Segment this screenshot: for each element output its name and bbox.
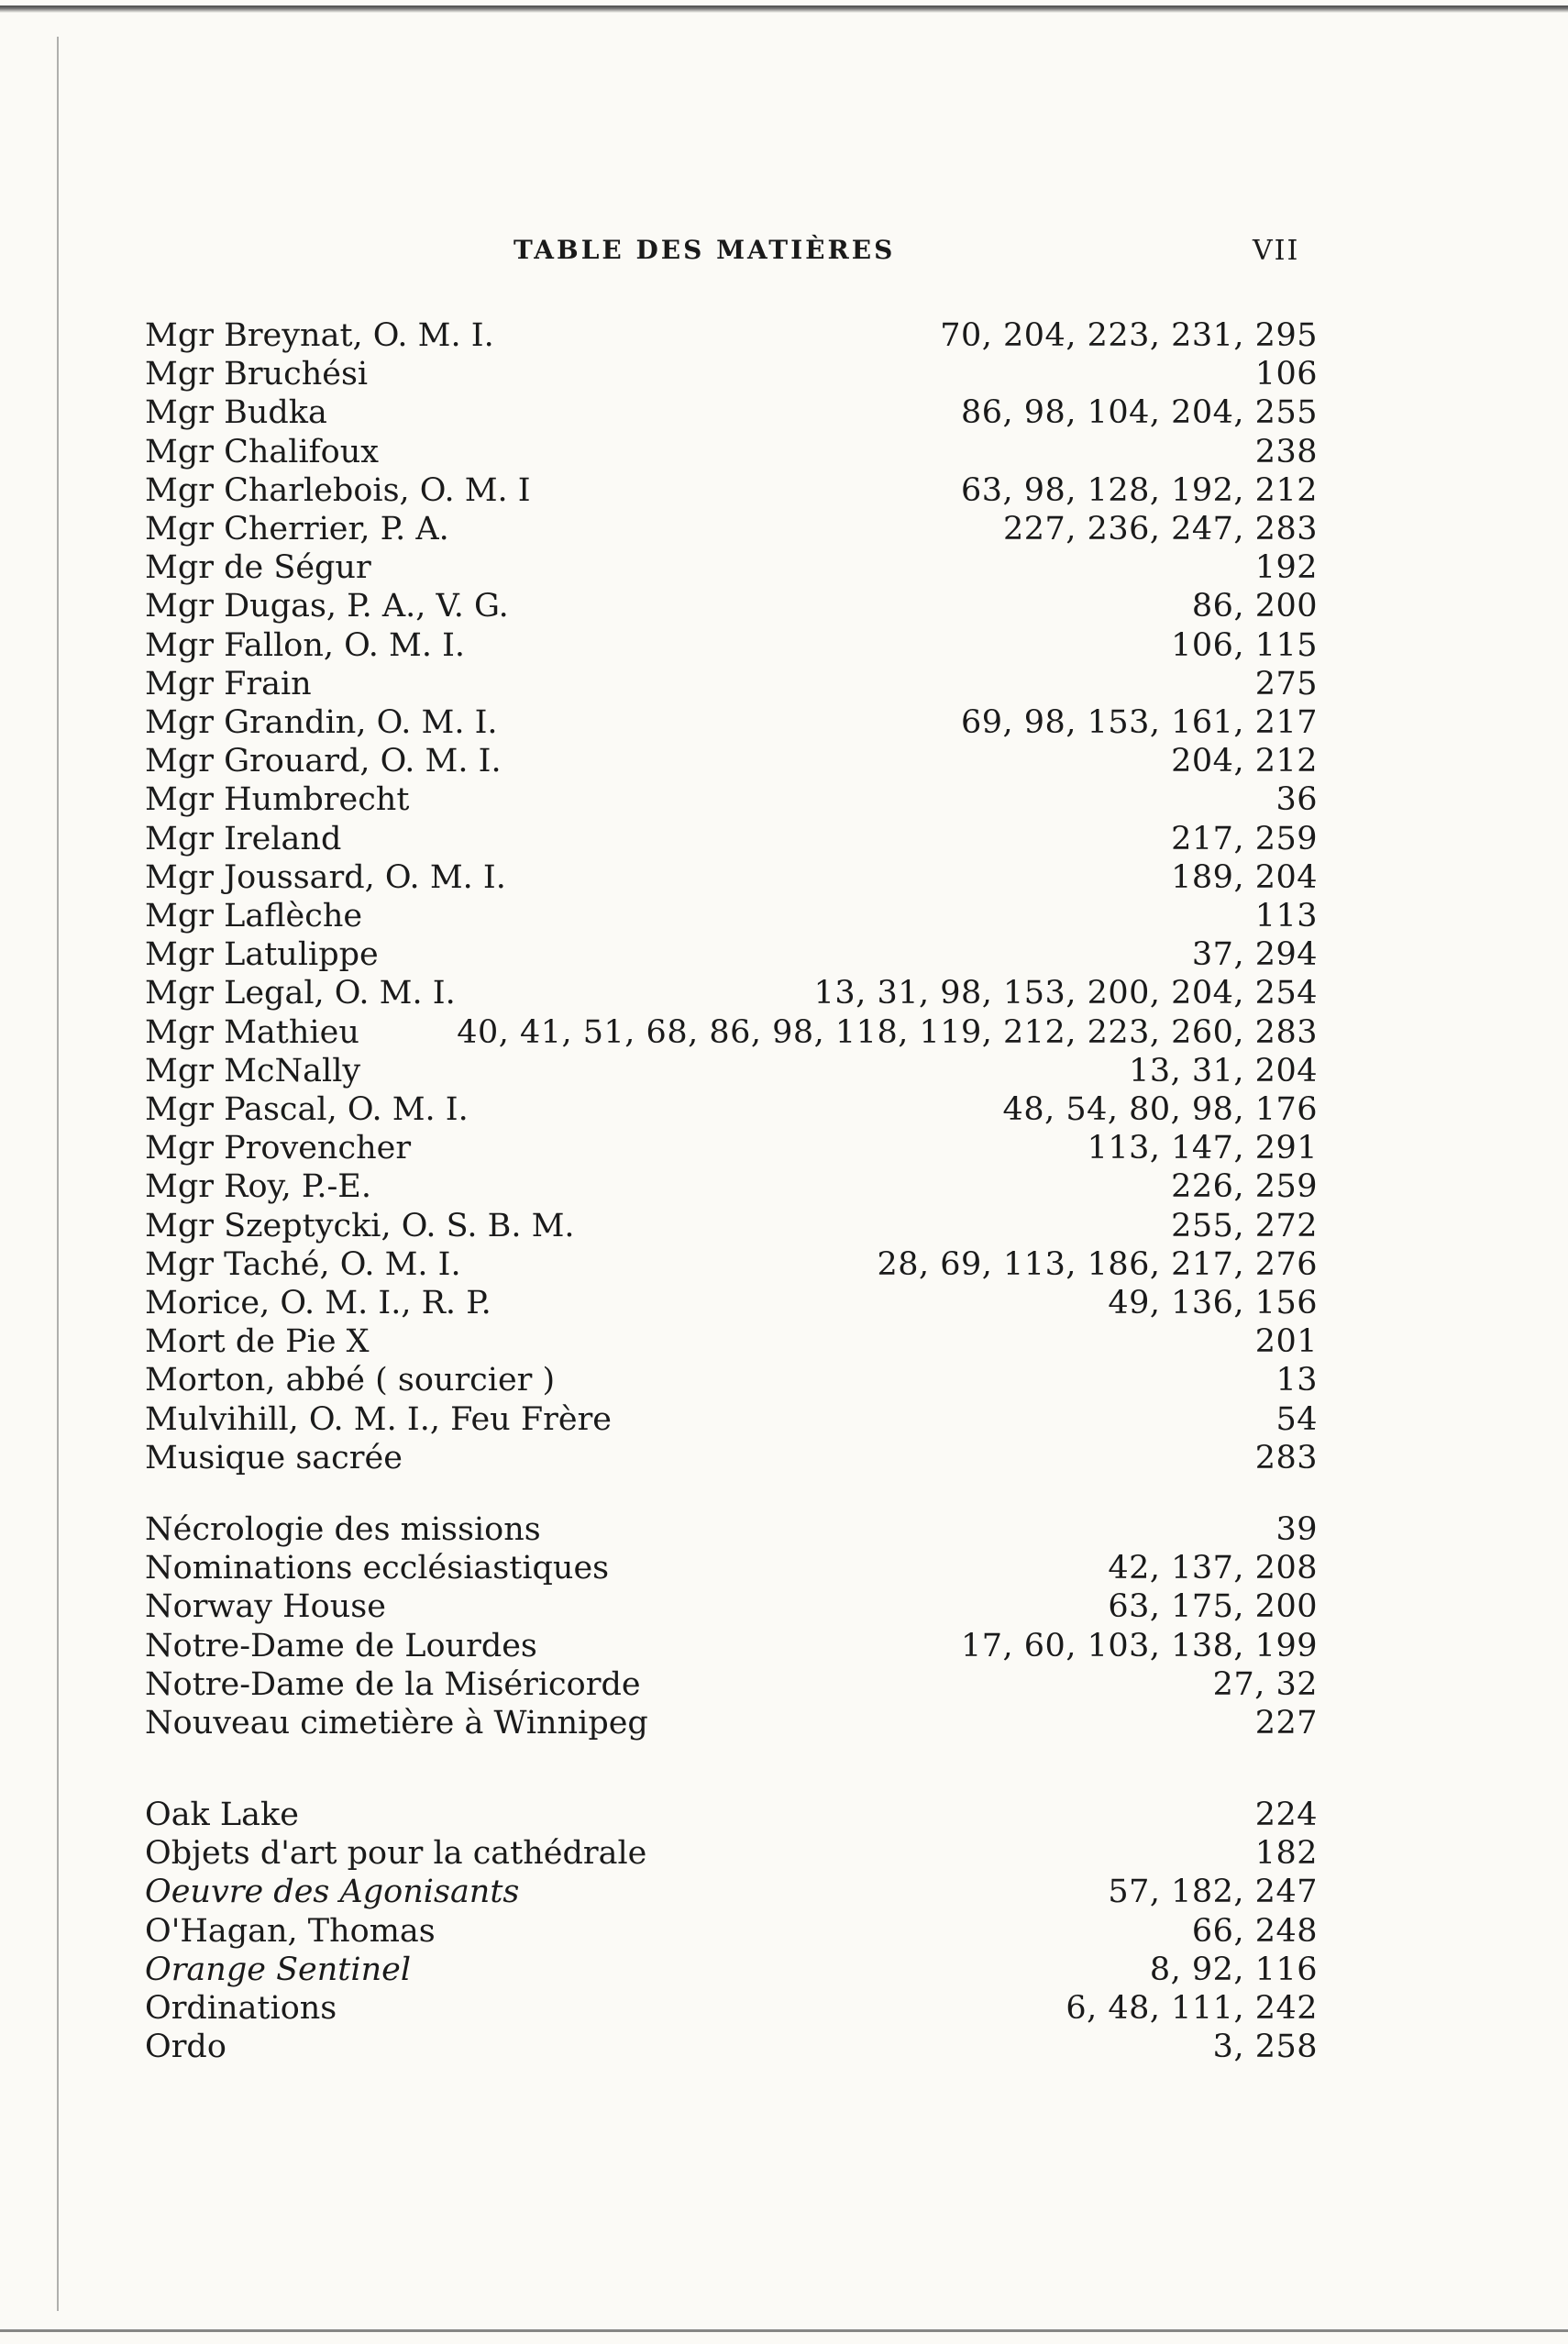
entry-pages: 86, 98, 104, 204, 255 — [961, 394, 1318, 432]
entry-pages: 48, 54, 80, 98, 176 — [1002, 1091, 1318, 1128]
entry-name: Notre-Dame de Lourdes — [145, 1627, 537, 1664]
entry-pages: 106, 115 — [1171, 626, 1318, 664]
entry-name: Mulvihill, O. M. I., Feu Frère — [145, 1400, 613, 1438]
entry-name: Mgr Joussard, O. M. I. — [145, 858, 506, 896]
entry-name: Mgr Legal, O. M. I. — [145, 975, 456, 1012]
entry-name: Mgr Grouard, O. M. I. — [145, 743, 502, 780]
index-entry — [145, 548, 1318, 587]
entry-name: Nouveau cimetière à Winnipeg — [145, 1705, 648, 1741]
entry-name: Mgr Dugas, P. A., V. G. — [145, 588, 509, 625]
entry-pages: 27, 32 — [1212, 1665, 1318, 1703]
entry-pages: 66, 248 — [1191, 1912, 1318, 1950]
entry-pages: 40, 41, 51, 68, 86, 98, 118, 119, 212, 223, 260, 283 — [457, 1013, 1318, 1051]
index-entry — [145, 897, 1318, 935]
entry-pages: 204, 212 — [1171, 743, 1318, 780]
entry-name: Objets d'art pour la cathédrale — [145, 1835, 647, 1873]
index-entry — [145, 510, 1318, 548]
entry-name: Mgr Humbrecht — [145, 781, 410, 819]
entry-name: Orange Sentinel — [145, 1951, 412, 1988]
index-entry — [145, 1207, 1318, 1245]
entry-pages: 6, 48, 111, 242 — [1066, 1990, 1318, 2027]
index-entry — [145, 1796, 1318, 1834]
index-entry — [145, 974, 1318, 1012]
entry-name: Mgr Szeptycki, O. S. B. M. — [145, 1207, 575, 1244]
entry-pages: 201 — [1254, 1323, 1318, 1361]
index-entry — [145, 703, 1318, 742]
entry-name: Nécrologie des missions — [145, 1511, 541, 1548]
entry-name: Oeuvre des Agonisants — [145, 1874, 520, 1911]
entry-pages: 113, 147, 291 — [1087, 1130, 1318, 1167]
entry-pages: 227, 236, 247, 283 — [1003, 511, 1318, 547]
entry-name: Mgr Mathieu — [145, 1013, 359, 1051]
index-entry — [145, 355, 1318, 393]
entry-name: Morice, O. M. I., R. P. — [145, 1285, 491, 1321]
entry-pages: 13 — [1275, 1362, 1318, 1399]
entry-name: Mgr Chalifoux — [145, 433, 379, 470]
entry-name: Musique sacrée — [145, 1439, 403, 1476]
index-entry — [145, 626, 1318, 665]
entry-name: Mgr McNally — [145, 1052, 361, 1089]
entry-name: Ordinations — [145, 1990, 337, 2027]
index-entry — [145, 433, 1318, 471]
entry-pages: 283 — [1254, 1439, 1318, 1476]
entry-name: Mgr Fallon, O. M. I. — [145, 626, 466, 664]
entry-name: Mgr Breynat, O. M. I. — [145, 317, 494, 354]
entry-name: Mgr Ireland — [145, 820, 342, 857]
entry-pages: 69, 98, 153, 161, 217 — [961, 704, 1318, 741]
index-entry — [145, 1167, 1318, 1206]
page-number: VII — [1253, 235, 1300, 267]
index-entry — [145, 1284, 1318, 1322]
entry-pages: 42, 137, 208 — [1108, 1550, 1318, 1587]
index-entry — [145, 1400, 1318, 1439]
index-entry — [145, 1439, 1318, 1477]
index-entry — [145, 1627, 1318, 1665]
index-entry — [145, 1129, 1318, 1167]
entry-pages: 217, 259 — [1171, 820, 1318, 857]
index-entry — [145, 1704, 1318, 1742]
entry-pages: 8, 92, 116 — [1149, 1951, 1318, 1988]
entry-name: Mgr Latulippe — [145, 936, 379, 974]
entry-pages: 227 — [1254, 1705, 1318, 1741]
index-entry — [145, 1912, 1318, 1951]
entry-pages: 106 — [1254, 356, 1318, 393]
entry-pages: 113 — [1254, 898, 1318, 934]
entry-pages: 238 — [1254, 433, 1318, 470]
entry-name: Nominations ecclésiastiques — [145, 1550, 610, 1587]
index-entry — [145, 1951, 1318, 1989]
index-entry — [145, 393, 1318, 432]
entry-name: Mgr Frain — [145, 665, 312, 702]
bottom-edge-rule — [0, 2329, 1568, 2332]
entry-pages: 224 — [1254, 1797, 1318, 1833]
entry-name: Oak Lake — [145, 1797, 299, 1833]
entry-pages: 226, 259 — [1171, 1168, 1318, 1206]
entry-pages: 86, 200 — [1191, 588, 1318, 625]
index-entry — [145, 1665, 1318, 1704]
entry-name: Mgr Provencher — [145, 1130, 412, 1167]
entry-name: Mort de Pie X — [145, 1323, 370, 1361]
index-entry — [145, 1090, 1318, 1129]
entry-name: O'Hagan, Thomas — [145, 1912, 436, 1950]
entry-name: Mgr Grandin, O. M. I. — [145, 704, 498, 741]
entry-pages: 255, 272 — [1171, 1207, 1318, 1244]
top-edge-rule — [0, 6, 1568, 13]
index-entry — [145, 1052, 1318, 1090]
index-entry — [145, 1989, 1318, 2028]
entry-pages: 275 — [1254, 665, 1318, 702]
entry-pages: 3, 258 — [1212, 2029, 1318, 2066]
index-entry — [145, 935, 1318, 974]
left-margin-rule — [57, 37, 59, 2311]
entry-pages: 54 — [1275, 1400, 1318, 1438]
entry-name: Mgr Laflèche — [145, 898, 363, 934]
running-title: TABLE DES MATIÈRES — [513, 235, 896, 265]
entry-pages: 63, 175, 200 — [1108, 1588, 1318, 1626]
index-entry — [145, 1510, 1318, 1549]
index-entry — [145, 742, 1318, 780]
index-entry — [145, 316, 1318, 355]
index-entry — [145, 820, 1318, 858]
index-entry — [145, 1322, 1318, 1361]
index-entry — [145, 780, 1318, 819]
entry-name: Mgr Roy, P.-E. — [145, 1168, 371, 1206]
index-entry — [145, 1834, 1318, 1873]
index-entry — [145, 1587, 1318, 1626]
index-entry — [145, 1013, 1318, 1052]
index-entry — [145, 587, 1318, 625]
entry-name: Morton, abbé ( sourcier ) — [145, 1362, 556, 1399]
entry-name: Notre-Dame de la Miséricorde — [145, 1665, 641, 1703]
index-entry — [145, 471, 1318, 510]
index-entry — [145, 858, 1318, 897]
entry-pages: 39 — [1275, 1511, 1318, 1548]
entry-name: Mgr de Ségur — [145, 549, 371, 587]
index-entry — [145, 1549, 1318, 1587]
entry-name: Mgr Bruchési — [145, 356, 369, 393]
entry-pages: 189, 204 — [1171, 858, 1318, 896]
index-entry — [145, 665, 1318, 703]
index-entry — [145, 2028, 1318, 2066]
entry-name: Mgr Cherrier, P. A. — [145, 511, 449, 547]
index-entry — [145, 1361, 1318, 1399]
index-entry — [145, 1873, 1318, 1911]
entry-pages: 37, 294 — [1191, 936, 1318, 974]
entry-pages: 28, 69, 113, 186, 217, 276 — [877, 1245, 1318, 1283]
entry-pages: 13, 31, 98, 153, 200, 204, 254 — [813, 975, 1318, 1012]
entry-name: Mgr Pascal, O. M. I. — [145, 1091, 469, 1128]
entry-pages: 13, 31, 204 — [1129, 1052, 1318, 1089]
entry-name: Ordo — [145, 2029, 226, 2066]
entry-pages: 192 — [1254, 549, 1318, 587]
entry-pages: 36 — [1275, 781, 1318, 819]
entry-pages: 17, 60, 103, 138, 199 — [961, 1627, 1318, 1664]
entry-name: Mgr Taché, O. M. I. — [145, 1245, 461, 1283]
entry-name: Mgr Budka — [145, 394, 327, 432]
entry-pages: 70, 204, 223, 231, 295 — [940, 317, 1318, 354]
entry-pages: 63, 98, 128, 192, 212 — [961, 471, 1318, 509]
entry-name: Mgr Charlebois, O. M. I — [145, 471, 531, 509]
index-entry — [145, 1245, 1318, 1284]
entry-pages: 182 — [1254, 1835, 1318, 1873]
entry-pages: 57, 182, 247 — [1108, 1874, 1318, 1911]
entry-name: Norway House — [145, 1588, 386, 1626]
entry-pages: 49, 136, 156 — [1108, 1285, 1318, 1321]
